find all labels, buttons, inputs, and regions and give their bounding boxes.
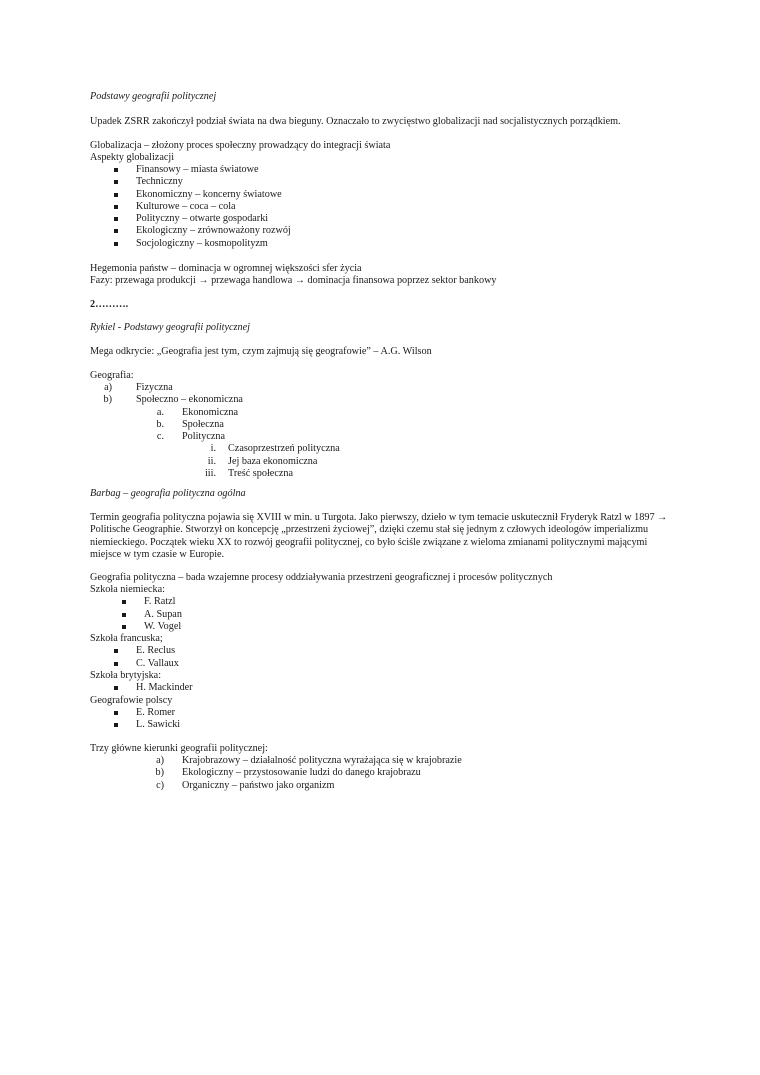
globalization-definition: Globalizacja – złożony proces społeczny prowadzący do integracji świata (90, 140, 391, 151)
section1-title: Podstawy geografii politycznej (90, 91, 217, 102)
political-geography-definition: Geografia polityczna – bada wzajemne procesy oddziaływania przestrzeni geograficznej i procesów politycznych (90, 572, 553, 583)
list-item: b) Ekologiczny – przystosowanie ludzi do danego krajobrazu (155, 767, 421, 779)
list-item: a. Ekonomiczna (156, 406, 239, 418)
bullet-icon (114, 662, 118, 666)
section1-intro: Upadek ZSRR zakończył podział świata na dwa bieguny. Oznaczało to zwycięstwo globalizacji nad socjalistycznych porządkiem. (90, 116, 621, 127)
bullet-icon (122, 625, 126, 629)
polish-geographers-label: Geografowie polscy (90, 694, 173, 706)
bullet-icon (114, 193, 118, 197)
bullet-icon (114, 205, 118, 209)
list-item: L. Sawicki (90, 719, 680, 731)
geography-branches (90, 382, 680, 480)
list-item: F. Ratzl (90, 596, 680, 608)
list-item: a) Fizyczna (104, 382, 173, 393)
list-item: i. Czasoprzestrzeń polityczna (210, 443, 340, 455)
list-item: H. Mackinder (90, 682, 680, 694)
directions-label: Trzy główne kierunki geografii politycznej: (90, 743, 268, 754)
arrow-icon: → (294, 275, 305, 286)
section2-number: 2………. (90, 299, 129, 310)
french-school-label: Szkoła francuska; (90, 633, 163, 645)
list-item: E. Romer (90, 707, 680, 719)
list-item: b. Społeczna (156, 418, 224, 430)
list-item: Techniczny (90, 176, 680, 188)
section3-paragraph: Termin geografia polityczna pojawia się XVIII w min. u Turgota. Jako pierwszy, dzieło w tym temacie uskutecznił Fryderyk Ratzl w 1897 → Politische Geographie. Stworzył on koncepcję „przestrzeni życiowej”, dzięki czemu stał się jednym z człowych ideologów imperializmu niemieckiego. Początek wieku XX to rozwój geografii politycznej, co było ściśle związane z wieloma zmianami politycznymi mającymi miejsce w tym czasie w Europie. (90, 512, 668, 560)
section3-title: Barbag – geografia polityczna ogólna (90, 488, 246, 499)
bullet-icon (114, 686, 118, 690)
list-item: Ekologiczny – zrównoważony rozwój (90, 225, 680, 237)
hegemony-definition: Hegemonia państw – dominacja w ogromnej większości sfer życia (90, 263, 362, 274)
bullet-icon (114, 229, 118, 233)
bullet-icon (114, 242, 118, 246)
list-item: Kulturowe – coca – cola (90, 201, 680, 213)
arrow-icon: → (198, 275, 209, 286)
list-item: c. Polityczna (156, 431, 226, 443)
list-item: a) Krajobrazowy – działalność polityczna wyrażająca się w krajobrazie (156, 755, 462, 766)
british-school-label: Szkoła brytyjska: (90, 670, 162, 682)
aspects-label: Aspekty globalizacji (90, 152, 175, 163)
list-item: E. Reclus (90, 645, 680, 657)
list-item: b) Społeczno – ekonomiczna (103, 394, 243, 406)
mega-discovery-quote: Mega odkrycie: „Geografia jest tym, czym zajmują się geografowie” – A.G. Wilson (90, 346, 432, 357)
list-item: Finansowy – miasta światowe (90, 164, 680, 176)
list-item: c) Organiczny – państwo jako organizm (156, 779, 335, 791)
list-item: C. Vallaux (90, 658, 680, 670)
list-item: Ekonomiczny – koncerny światowe (90, 189, 680, 201)
list-item: iii. Treść społeczna (204, 468, 293, 480)
geography-label: Geografia: (90, 370, 134, 381)
arrow-icon: → (657, 512, 668, 523)
list-item: Socjologiczny – kosmopolityzm (90, 238, 680, 250)
bullet-icon (114, 217, 118, 221)
bullet-icon (122, 613, 126, 617)
german-school-label: Szkoła niemiecka: (90, 584, 165, 595)
bullet-icon (114, 649, 118, 653)
list-item: W. Vogel (90, 621, 680, 633)
list-item: ii. Jej baza ekonomiczna (207, 455, 318, 467)
bullet-icon (114, 180, 118, 184)
bullet-icon (114, 168, 118, 172)
directions-list (90, 755, 680, 792)
bullet-icon (114, 711, 118, 715)
list-item: A. Supan (90, 609, 680, 621)
aspects-list (90, 164, 680, 250)
list-item: Polityczny – otwarte gospodarki (90, 213, 680, 225)
phases-line: Fazy: przewaga produkcji → przewaga handlowa → dominacja finansowa poprzez sektor bankowy (90, 275, 497, 286)
section2-title: Rykiel - Podstawy geografii politycznej (90, 322, 250, 333)
schools-list (90, 584, 680, 732)
bullet-icon (122, 600, 126, 604)
bullet-icon (114, 723, 118, 727)
